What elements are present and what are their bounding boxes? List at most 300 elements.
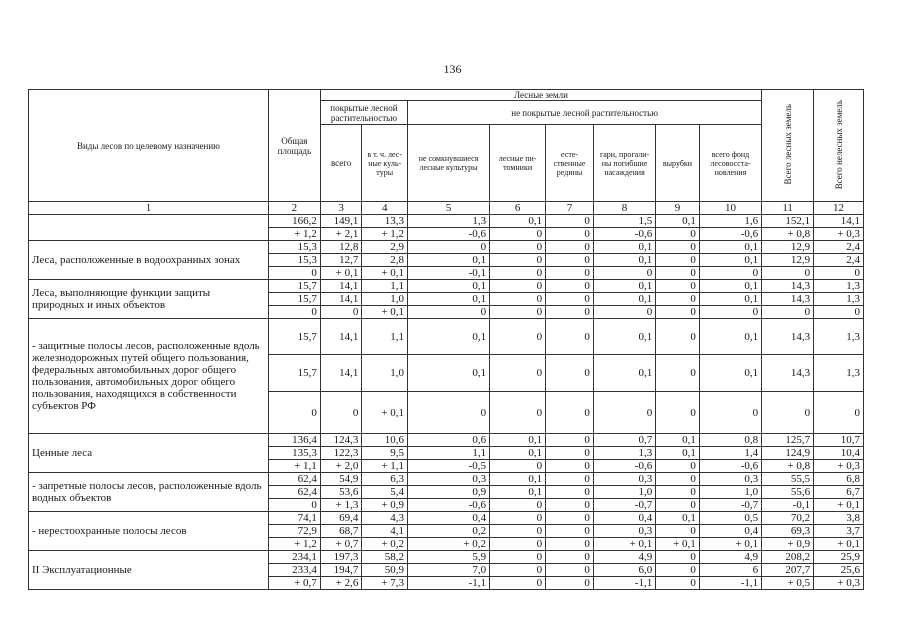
row-label: - нерестоохранные полосы лесов	[29, 512, 269, 551]
table-cell: 0	[490, 392, 546, 434]
table-cell: 3,7	[814, 525, 864, 538]
table-cell: -0,6	[699, 228, 761, 241]
table-cell: 0	[490, 280, 546, 293]
table-cell: 6,0	[593, 564, 655, 577]
table-cell: + 0,2	[408, 538, 490, 551]
table-cell: 0	[546, 293, 594, 306]
table-cell: 0	[490, 538, 546, 551]
table-cell: 0	[546, 254, 594, 267]
header-not-closed: не сомкнувшиеся лесные культуры	[408, 125, 490, 202]
table-cell: 0	[490, 293, 546, 306]
table-cell: 15,3	[268, 254, 320, 267]
table-cell: 53,6	[320, 486, 362, 499]
table-cell: 62,4	[268, 486, 320, 499]
table-cell: 68,7	[320, 525, 362, 538]
table-cell: 0	[490, 460, 546, 473]
table-cell: 0,1	[699, 280, 761, 293]
table-cell: 1,3	[593, 447, 655, 460]
table-cell: 0,8	[699, 434, 761, 447]
table-cell: 152,1	[762, 215, 814, 228]
table-cell: 0,1	[408, 280, 490, 293]
table-cell: 0	[699, 392, 761, 434]
table-cell: 0,1	[408, 319, 490, 355]
table-cell: 0	[814, 392, 864, 434]
table-cell: 0	[490, 267, 546, 280]
table-cell: 0,1	[699, 355, 761, 392]
table-cell: 72,9	[268, 525, 320, 538]
table-cell: -0,1	[762, 499, 814, 512]
table-cell: 0	[490, 254, 546, 267]
table-cell: + 1,1	[268, 460, 320, 473]
table-cell: 25,6	[814, 564, 864, 577]
header-covered-total: всего	[320, 125, 362, 202]
table-cell: 0,1	[656, 215, 700, 228]
table-cell: + 1,2	[268, 228, 320, 241]
table-cell: 0	[490, 306, 546, 319]
table-cell: 0,1	[490, 447, 546, 460]
table-cell: 0,7	[593, 434, 655, 447]
table-cell: 207,7	[762, 564, 814, 577]
table-cell: 15,7	[268, 355, 320, 392]
table-cell: + 0,8	[762, 460, 814, 473]
table-cell: 0,4	[699, 525, 761, 538]
table-row	[29, 241, 864, 254]
table-cell: 0,1	[490, 486, 546, 499]
table-cell: 14,1	[320, 319, 362, 355]
table-cell: 0	[490, 525, 546, 538]
table-cell: 1,3	[814, 319, 864, 355]
table-cell: 6,3	[362, 473, 408, 486]
table-cell: 1,1	[362, 280, 408, 293]
row-label: II Эксплуатационные	[29, 551, 269, 590]
page-number: 136	[443, 62, 462, 76]
table-cell: 2,4	[814, 254, 864, 267]
table-cell: 0,1	[593, 241, 655, 254]
table-cell: 0	[656, 486, 700, 499]
row-label: Леса, выполняющие функции защиты природных и иных объектов	[29, 280, 269, 319]
table-cell: 55,6	[762, 486, 814, 499]
table-cell: 0	[490, 512, 546, 525]
table-cell: 1,1	[362, 319, 408, 355]
table-cell: 9,5	[362, 447, 408, 460]
table-row	[29, 434, 864, 447]
table-row	[29, 473, 864, 486]
table-cell: 0	[762, 306, 814, 319]
table-cell: + 1,1	[362, 460, 408, 473]
table-cell: 136,4	[268, 434, 320, 447]
table-cell: 2,8	[362, 254, 408, 267]
table-cell: 0,1	[656, 447, 700, 460]
table-cell: 1,3	[408, 215, 490, 228]
table-cell: -0,6	[408, 499, 490, 512]
table-cell: 1,0	[593, 486, 655, 499]
table-cell: 149,1	[320, 215, 362, 228]
table-cell: 0	[546, 306, 594, 319]
table-cell: 10,6	[362, 434, 408, 447]
header-species: Виды лесов по целевому назначению	[29, 90, 269, 202]
table-cell: 14,1	[320, 280, 362, 293]
table-cell: -0,7	[699, 499, 761, 512]
table-cell: + 2,1	[320, 228, 362, 241]
table-cell: 208,2	[762, 551, 814, 564]
table-cell: 0	[546, 564, 594, 577]
table-cell: 0	[656, 392, 700, 434]
table-cell: 0	[320, 392, 362, 434]
column-number: 9	[656, 202, 700, 215]
table-cell: 0	[546, 525, 594, 538]
table-cell: 0	[593, 306, 655, 319]
table-cell: 0	[656, 551, 700, 564]
table-cell: 135,3	[268, 447, 320, 460]
table-cell: 124,3	[320, 434, 362, 447]
table-cell: 0,5	[699, 512, 761, 525]
table-cell: 0	[546, 215, 594, 228]
table-cell: 234,1	[268, 551, 320, 564]
table-cell: 0	[490, 577, 546, 590]
table-cell: -0,1	[408, 267, 490, 280]
table-header	[29, 90, 864, 215]
table-cell: 0	[546, 538, 594, 551]
table-cell: 12,9	[762, 254, 814, 267]
table-cell: 4,9	[699, 551, 761, 564]
table-cell: + 0,9	[362, 499, 408, 512]
table-cell: 0,2	[408, 525, 490, 538]
table-cell: -0,6	[593, 228, 655, 241]
table-cell: 1,5	[593, 215, 655, 228]
table-cell: -1,1	[699, 577, 761, 590]
table-cell: -0,6	[593, 460, 655, 473]
table-cell: 0,1	[408, 254, 490, 267]
table-cell: 4,9	[593, 551, 655, 564]
table-cell: 14,3	[762, 355, 814, 392]
table-cell: 124,9	[762, 447, 814, 460]
table-cell: 6	[699, 564, 761, 577]
table-cell: 0	[656, 319, 700, 355]
table-cell: + 7,3	[362, 577, 408, 590]
table-cell: 0	[546, 267, 594, 280]
table-cell: 0	[546, 355, 594, 392]
table-cell: 0	[699, 306, 761, 319]
table-cell: 0	[546, 499, 594, 512]
table-cell: 1,0	[362, 293, 408, 306]
table-cell: 1,3	[814, 293, 864, 306]
row-label: - защитные полосы лесов, расположенные вдоль железнодорожных путей общего пользования, федеральных автомобильных дорог общего пользования, автомобильных дорог общего пользования, находящихся в собственности субъектов РФ	[29, 319, 269, 434]
table-cell: 0	[656, 564, 700, 577]
table-cell: 0	[546, 447, 594, 460]
row-label: Леса, расположенные в водоохранных зонах	[29, 241, 269, 280]
table-cell: -0,6	[408, 228, 490, 241]
table-cell: 0	[408, 306, 490, 319]
table-cell: + 0,2	[362, 538, 408, 551]
header-total-forest	[762, 90, 814, 202]
table-cell: 1,1	[408, 447, 490, 460]
table-cell: 0,1	[490, 473, 546, 486]
table-cell: 0	[268, 499, 320, 512]
table-cell: 0	[656, 280, 700, 293]
table-cell: + 0,7	[320, 538, 362, 551]
table-cell: 0,3	[593, 525, 655, 538]
table-cell: 15,3	[268, 241, 320, 254]
table-cell: + 1,2	[268, 538, 320, 551]
table-cell: 0	[490, 241, 546, 254]
table-cell: 0,1	[593, 280, 655, 293]
table-cell: 0	[656, 473, 700, 486]
table-cell: 0	[490, 551, 546, 564]
table-cell: 10,7	[814, 434, 864, 447]
table-cell: 0	[656, 460, 700, 473]
table-cell: 12,7	[320, 254, 362, 267]
table-cell: + 2,0	[320, 460, 362, 473]
table-cell: 14,1	[320, 355, 362, 392]
table-cell: 62,4	[268, 473, 320, 486]
table-cell: 0	[546, 512, 594, 525]
table-cell: + 0,1	[593, 538, 655, 551]
table-cell: 0	[320, 306, 362, 319]
table-cell: 12,8	[320, 241, 362, 254]
table-cell: 0,6	[408, 434, 490, 447]
column-number: 3	[320, 202, 362, 215]
table-cell: 55,5	[762, 473, 814, 486]
table-cell: + 0,7	[268, 577, 320, 590]
table-cell: 0	[268, 392, 320, 434]
header-natural-gaps: есте-ственные редины	[546, 125, 594, 202]
table-cell: 0,1	[699, 319, 761, 355]
table-cell: 0,4	[408, 512, 490, 525]
table-cell: 0	[814, 306, 864, 319]
table-cell: 0	[656, 267, 700, 280]
header-restoration-total: всего фонд лесовосста-новления	[699, 125, 761, 202]
table-cell: 0	[490, 499, 546, 512]
header-total-nonforest-text: Всего нелесных земель	[833, 99, 844, 190]
table-cell: 0	[490, 228, 546, 241]
table-cell: + 0,9	[762, 538, 814, 551]
header-total-area: Общая площадь	[268, 90, 320, 202]
table-cell: 0,1	[408, 293, 490, 306]
row-label: - запретные полосы лесов, расположенные вдоль водных объектов	[29, 473, 269, 512]
table-cell: + 0,1	[656, 538, 700, 551]
table-cell: 12,9	[762, 241, 814, 254]
table-cell: 15,7	[268, 280, 320, 293]
table-cell: -0,5	[408, 460, 490, 473]
table-cell: 0,9	[408, 486, 490, 499]
table-cell: 0	[408, 241, 490, 254]
table-cell: 0	[546, 551, 594, 564]
table-cell: + 0,1	[699, 538, 761, 551]
table-cell: 0	[814, 267, 864, 280]
table-cell: 0,3	[699, 473, 761, 486]
table-cell: 0	[656, 577, 700, 590]
table-cell: 0,1	[699, 241, 761, 254]
table-cell: 0	[546, 434, 594, 447]
header-forest-lands: Лесные земли	[320, 90, 761, 101]
table-cell: + 0,1	[362, 392, 408, 434]
table-cell: 1,4	[699, 447, 761, 460]
table-cell: + 1,2	[362, 228, 408, 241]
table-row	[29, 215, 864, 228]
table-cell: + 0,3	[814, 228, 864, 241]
header-clearcuts: вырубки	[656, 125, 700, 202]
table-cell: 1,0	[699, 486, 761, 499]
table-cell: 0	[490, 355, 546, 392]
header-burnt: гари, прогали-ны погибшие насаждения	[593, 125, 655, 202]
table-cell: 0,1	[490, 215, 546, 228]
table-cell: 15,7	[268, 319, 320, 355]
table-cell: 2,9	[362, 241, 408, 254]
table-cell: 125,7	[762, 434, 814, 447]
table-cell: 0	[546, 241, 594, 254]
table-body	[29, 215, 864, 590]
table-cell: + 0,1	[814, 499, 864, 512]
table-cell: 6,7	[814, 486, 864, 499]
table-cell: 0	[268, 267, 320, 280]
table-cell: 0	[546, 319, 594, 355]
table-cell: -1,1	[593, 577, 655, 590]
table-cell: 0,3	[593, 473, 655, 486]
table-cell: 14,3	[762, 319, 814, 355]
table-cell: 15,7	[268, 293, 320, 306]
table-cell: 0,1	[593, 293, 655, 306]
header-covered-incl: в т. ч. лес-ные куль-туры	[362, 125, 408, 202]
table-cell: + 0,1	[362, 306, 408, 319]
table-cell: 0,1	[656, 434, 700, 447]
table-row	[29, 551, 864, 564]
header-total-forest-text: Всего лесных земель	[782, 104, 793, 185]
table-cell: 58,2	[362, 551, 408, 564]
table-cell: 6,8	[814, 473, 864, 486]
table-cell: -0,7	[593, 499, 655, 512]
table-cell: 74,1	[268, 512, 320, 525]
column-number: 7	[546, 202, 594, 215]
table-cell: 0	[490, 564, 546, 577]
table-cell: 0	[546, 486, 594, 499]
table-cell: + 1,3	[320, 499, 362, 512]
table-cell: 14,1	[814, 215, 864, 228]
table-cell: + 0,5	[762, 577, 814, 590]
table-cell: 14,3	[762, 293, 814, 306]
table-cell: 0,1	[593, 319, 655, 355]
table-cell: 0	[656, 306, 700, 319]
table-cell: 0	[762, 392, 814, 434]
table-cell: 13,3	[362, 215, 408, 228]
table-cell: 197,3	[320, 551, 362, 564]
table-cell: + 0,3	[814, 577, 864, 590]
table-cell: 0	[593, 267, 655, 280]
column-number: 5	[408, 202, 490, 215]
table-cell: 0,1	[593, 254, 655, 267]
column-number: 11	[762, 202, 814, 215]
table-cell: 0,1	[490, 434, 546, 447]
table-cell: 0,1	[408, 355, 490, 392]
table-cell: 0,3	[408, 473, 490, 486]
table-row	[29, 280, 864, 293]
table-cell: 0	[656, 293, 700, 306]
table-cell: 25,9	[814, 551, 864, 564]
table-cell: 70,2	[762, 512, 814, 525]
column-number: 4	[362, 202, 408, 215]
header-nurseries: лесные пи-томники	[490, 125, 546, 202]
table-cell: 0	[546, 460, 594, 473]
table-cell: 14,1	[320, 293, 362, 306]
table-cell: 0	[546, 473, 594, 486]
table-cell: -1,1	[408, 577, 490, 590]
table-cell: + 2,6	[320, 577, 362, 590]
table-cell: 69,3	[762, 525, 814, 538]
table-cell: 2,4	[814, 241, 864, 254]
table-cell: 0	[593, 392, 655, 434]
table-cell: 0	[546, 280, 594, 293]
table-cell: 0	[546, 228, 594, 241]
column-number: 1	[29, 202, 269, 215]
table-cell: 5,9	[408, 551, 490, 564]
header-not-covered: не покрытые лесной растительностью	[408, 101, 762, 125]
table-cell: 0	[490, 319, 546, 355]
column-number: 6	[490, 202, 546, 215]
table-cell: 7,0	[408, 564, 490, 577]
table-cell: 3,8	[814, 512, 864, 525]
table-cell: 194,7	[320, 564, 362, 577]
table-cell: 54,9	[320, 473, 362, 486]
table-cell: 0	[408, 392, 490, 434]
forest-land-table	[28, 89, 864, 590]
table-cell: + 0,1	[814, 538, 864, 551]
table-cell: 0	[656, 355, 700, 392]
table-cell: 1,3	[814, 280, 864, 293]
table-cell: + 0,3	[814, 460, 864, 473]
row-label: Ценные леса	[29, 434, 269, 473]
table-cell: 0,4	[593, 512, 655, 525]
row-label	[29, 215, 269, 241]
column-number: 8	[593, 202, 655, 215]
table-cell: 0	[546, 392, 594, 434]
column-number: 2	[268, 202, 320, 215]
table-cell: + 0,1	[320, 267, 362, 280]
table-cell: + 0,1	[362, 267, 408, 280]
table-cell: 0	[656, 525, 700, 538]
table-cell: + 0,8	[762, 228, 814, 241]
table-cell: 0	[656, 228, 700, 241]
table-cell: 5,4	[362, 486, 408, 499]
table-cell: 166,2	[268, 215, 320, 228]
table-cell: 0	[268, 306, 320, 319]
table-cell: 0	[656, 241, 700, 254]
table-cell: 0	[656, 254, 700, 267]
table-cell: 14,3	[762, 280, 814, 293]
table-cell: 50,9	[362, 564, 408, 577]
table-cell: -0,6	[699, 460, 761, 473]
table-row	[29, 512, 864, 525]
table-cell: 0,1	[699, 293, 761, 306]
table-cell: 0,1	[656, 512, 700, 525]
table-cell: 0	[546, 577, 594, 590]
table-cell: 0	[656, 499, 700, 512]
table-cell: 0	[699, 267, 761, 280]
header-total-nonforest	[814, 90, 864, 202]
column-number: 12	[814, 202, 864, 215]
table-cell: 1,3	[814, 355, 864, 392]
table-cell: 0	[762, 267, 814, 280]
table-cell: 4,1	[362, 525, 408, 538]
table-cell: 0,1	[699, 254, 761, 267]
table-cell: 69,4	[320, 512, 362, 525]
table-cell: 0,1	[593, 355, 655, 392]
table-cell: 122,3	[320, 447, 362, 460]
header-covered: покрытые лесной растительностью	[320, 101, 407, 125]
table-cell: 233,4	[268, 564, 320, 577]
table-cell: 1,6	[699, 215, 761, 228]
table-cell: 4,3	[362, 512, 408, 525]
column-number: 10	[699, 202, 761, 215]
table-row	[29, 319, 864, 355]
